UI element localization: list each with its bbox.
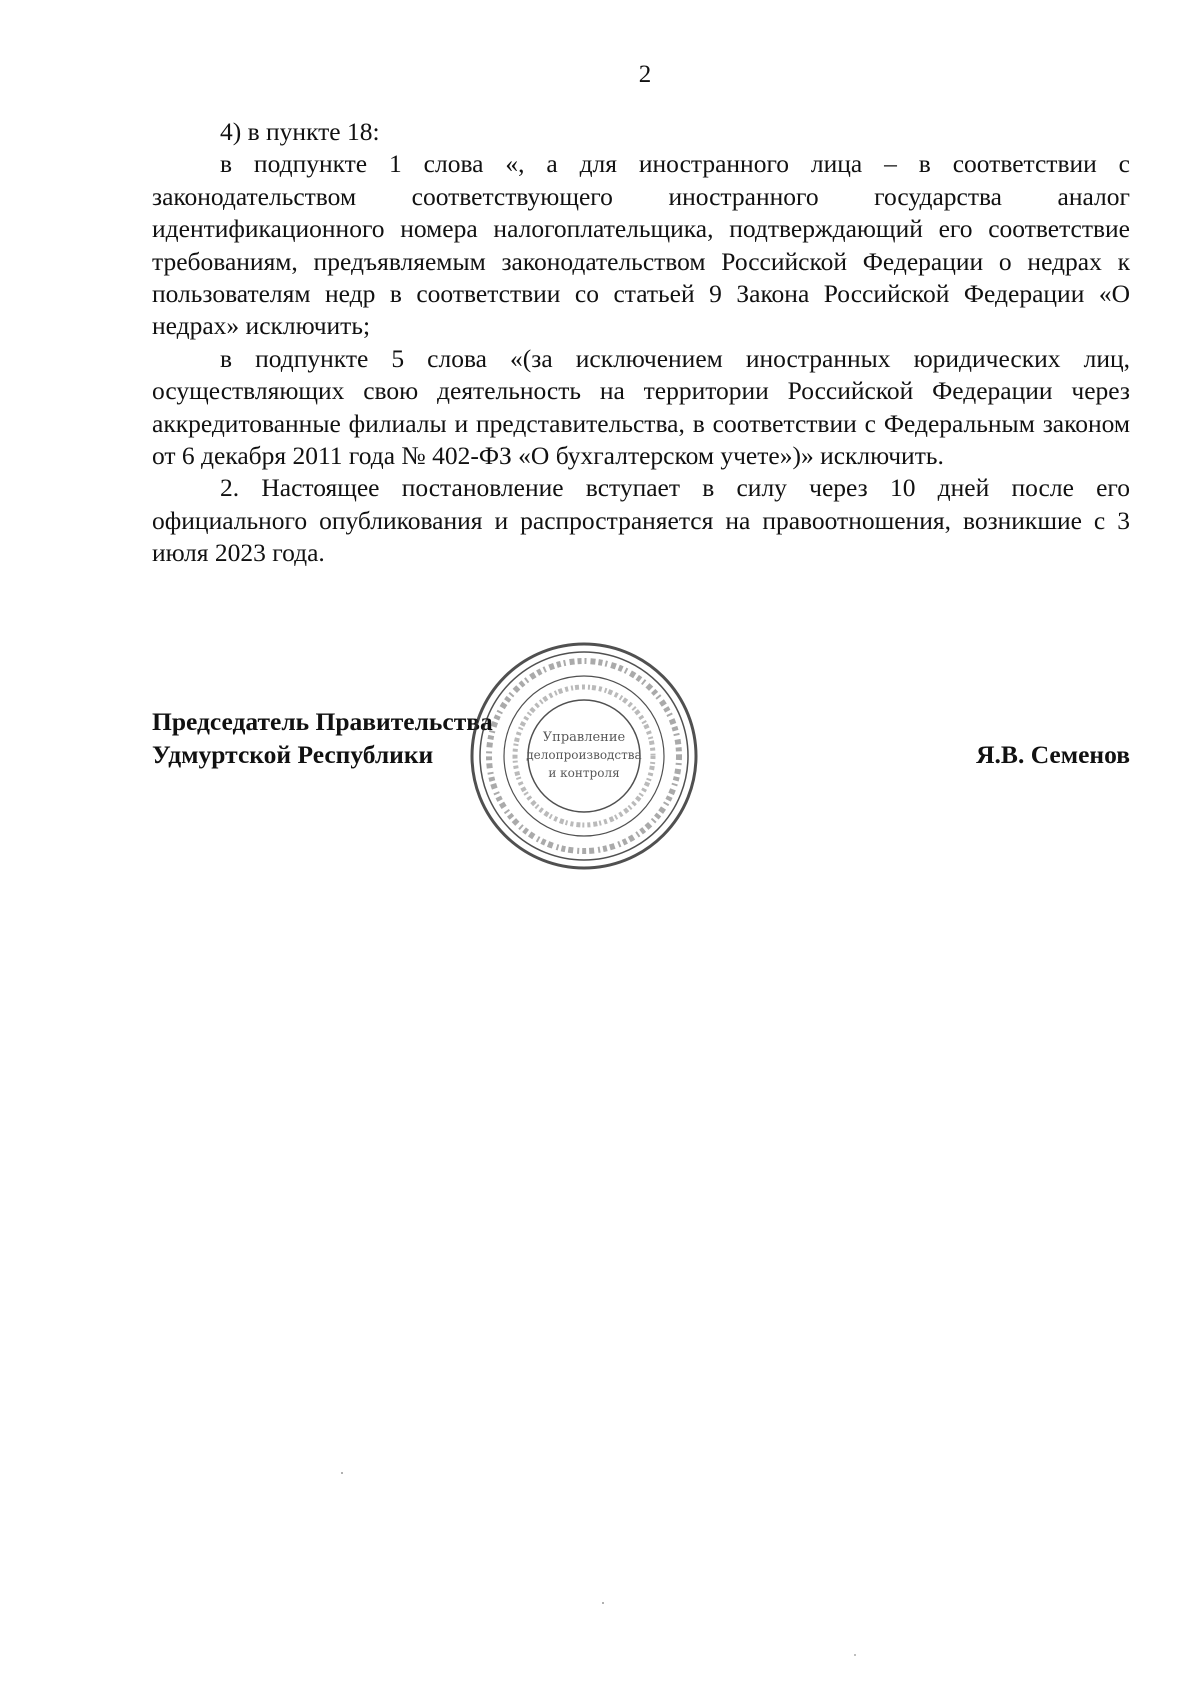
official-seal — [464, 636, 704, 876]
paragraph-subitem-1: в подпункте 1 слова «, а для иностранного лица – в соответствии с законодательством соответствующего иностранного государства аналог идентификационного номера налогоплательщика, подтверждающий его соответствие требованиям, предъявляемым законодательством Российской Федерации о недрах к пользователям недр в соответствии со статьей 9 Закона Российской Федерации «О недрах» исключить; — [152, 149, 1130, 341]
signatory-position-line1: Председатель Правительства — [152, 707, 493, 736]
page-number: 2 — [638, 61, 652, 88]
seal-center-line2: делопроизводства — [526, 748, 642, 762]
signatory-name: Я.В. Семенов — [976, 740, 1130, 769]
seal-center-line1: Управление — [542, 730, 626, 745]
official-seal-graphic — [464, 636, 704, 876]
document-body — [152, 116, 1130, 570]
seal-center-line3: и контроля — [548, 766, 620, 780]
paragraph-effective-date: 2. Настоящее постановление вступает в силу через 10 дней после его официального опубликования и распространяется на правоотношения, возникшие с 3 июля 2023 года. — [152, 473, 1130, 568]
signatory-position-line2: Удмуртской Республики — [152, 740, 434, 769]
paragraph-subitem-5: в подпункте 5 слова «(за исключением иностранных юридических лиц, осуществляющих свою деятельность на территории Российской Федерации через аккредитованные филиалы и представительства, в соответствии с Федеральным законом от 6 декабря 2011 года № 402-ФЗ «О бухгалтерском учете»)» исключить. — [152, 343, 1130, 471]
paragraph-item-4-heading: 4) в пункте 18: — [220, 117, 380, 146]
